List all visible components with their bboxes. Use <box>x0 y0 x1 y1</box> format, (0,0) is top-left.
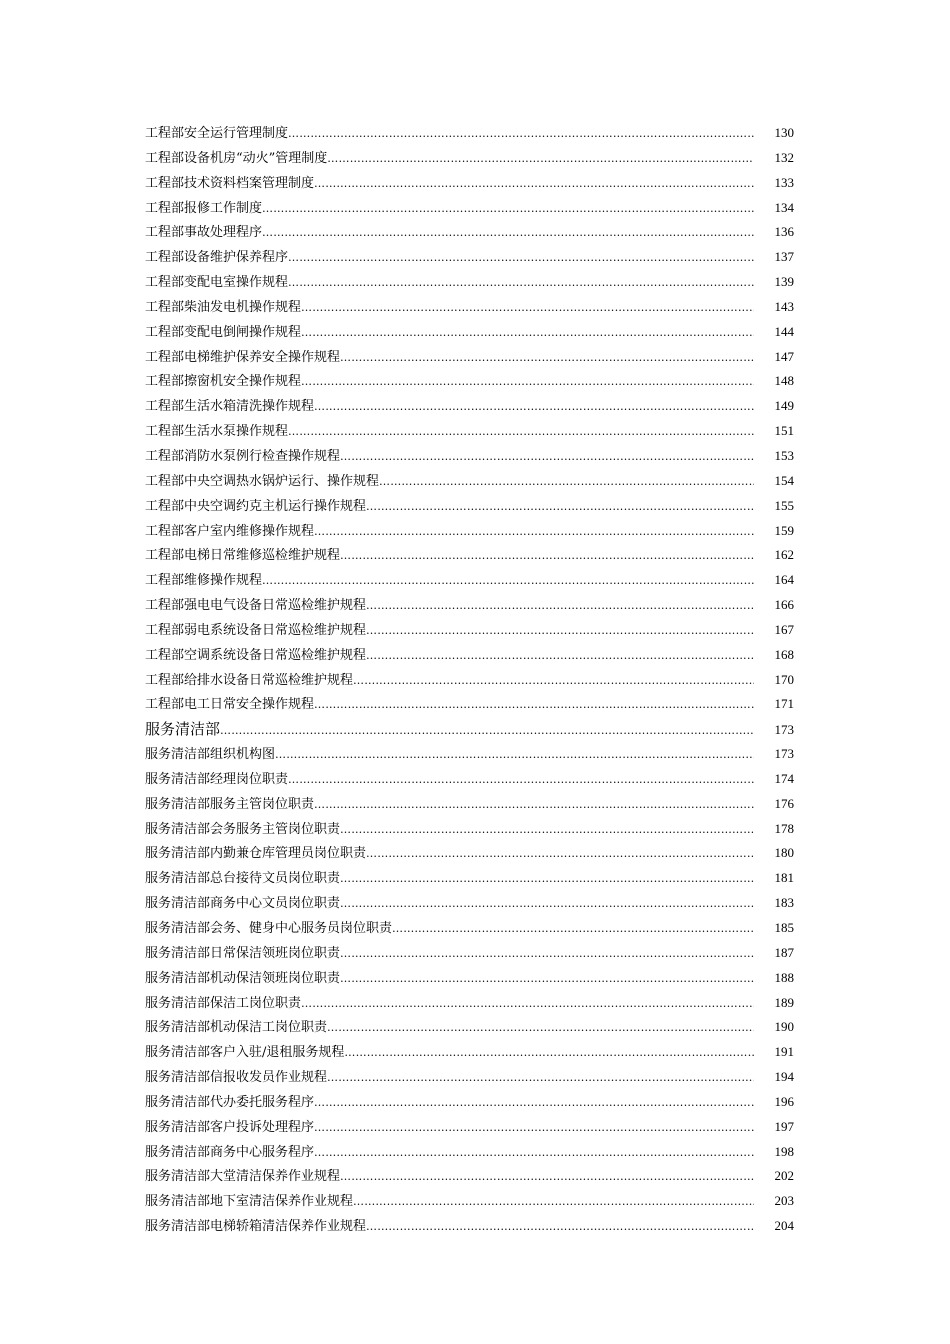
toc-entry[interactable] <box>145 692 800 717</box>
toc-entry-title: 服务清洁部服务主管岗位职责 <box>145 796 315 812</box>
toc-dot-leader <box>314 793 754 818</box>
toc-entry[interactable] <box>145 742 800 767</box>
toc-entry-title: 工程部维修操作规程 <box>145 573 263 589</box>
toc-page-number: 132 <box>774 149 794 165</box>
toc-entry-title: 服务清洁部日常保洁领班岗位职责 <box>145 945 341 961</box>
toc-dot-leader <box>340 445 754 470</box>
toc-dot-leader <box>301 296 754 321</box>
toc-entry-title: 工程部消防水泵例行检查操作规程 <box>145 448 341 464</box>
toc-page-number: 203 <box>774 1193 794 1209</box>
toc-page-number: 137 <box>774 249 794 265</box>
toc-dot-leader <box>301 992 754 1017</box>
toc-entry[interactable] <box>145 295 800 320</box>
toc-entry[interactable] <box>145 171 800 196</box>
toc-dot-leader <box>366 644 754 669</box>
toc-entry[interactable] <box>145 220 800 245</box>
toc-page-number: 133 <box>774 174 794 190</box>
toc-entry-title: 工程部电梯维护保养安全操作规程 <box>145 349 341 365</box>
toc-page-number: 147 <box>774 348 794 364</box>
toc-dot-leader <box>366 619 754 644</box>
toc-entry-title: 服务清洁部经理岗位职责 <box>145 771 289 787</box>
toc-entry-title: 工程部生活水泵操作规程 <box>145 424 289 440</box>
toc-page-number: 173 <box>774 746 794 762</box>
toc-entry[interactable] <box>145 469 800 494</box>
toc-dot-leader <box>314 693 754 718</box>
toc-page-number: 174 <box>774 770 794 786</box>
toc-page-number: 183 <box>774 895 794 911</box>
toc-entry[interactable] <box>145 196 800 221</box>
toc-entry[interactable] <box>145 345 800 370</box>
toc-dot-leader <box>314 395 754 420</box>
toc-entry-title: 工程部柴油发电机操作规程 <box>145 299 302 315</box>
toc-dot-leader <box>288 768 754 793</box>
toc-entry[interactable] <box>145 891 800 916</box>
toc-dot-leader <box>301 370 754 395</box>
toc-page-number: 196 <box>774 1093 794 1109</box>
toc-entry-title: 工程部变配电倒闸操作规程 <box>145 324 302 340</box>
toc-entry-title: 服务清洁部会务服务主管岗位职责 <box>145 821 341 837</box>
toc-page-number: 148 <box>774 373 794 389</box>
toc-page-number: 181 <box>774 870 794 886</box>
toc-entry-title: 工程部弱电系统设备日常巡检维护规程 <box>145 622 367 638</box>
toc-entry[interactable] <box>145 593 800 618</box>
toc-dot-leader <box>366 594 754 619</box>
toc-entry-title: 服务清洁部电梯轿箱清洁保养作业规程 <box>145 1219 367 1235</box>
toc-page-number: 171 <box>774 696 794 712</box>
toc-dot-leader <box>340 892 754 917</box>
toc-entry-title: 服务清洁部客户投诉处理程序 <box>145 1119 315 1135</box>
toc-entry-title: 工程部安全运行管理制度 <box>145 126 289 141</box>
toc-entry[interactable] <box>145 245 800 270</box>
toc-dot-leader <box>288 420 754 445</box>
toc-page-number: 178 <box>774 820 794 836</box>
toc-entry[interactable] <box>145 543 800 568</box>
toc-page-number: 189 <box>774 994 794 1010</box>
toc-page-number: 164 <box>774 572 794 588</box>
toc-page-number: 168 <box>774 646 794 662</box>
toc-page-number: 136 <box>774 224 794 240</box>
toc-entry-title: 工程部擦窗机安全操作规程 <box>145 374 302 390</box>
toc-page-number: 144 <box>774 323 794 339</box>
toc-entry-title: 服务清洁部客户入驻/退租服务规程 <box>145 1045 345 1061</box>
toc-entry[interactable] <box>145 1090 800 1115</box>
toc-page-number: 190 <box>774 1019 794 1035</box>
toc-entry-title: 服务清洁部总台接待文员岗位职责 <box>145 871 341 887</box>
toc-entry-title: 工程部设备机房“动火”管理制度 <box>145 150 328 166</box>
toc-entry[interactable] <box>145 1214 800 1239</box>
toc-dot-leader <box>353 1190 754 1215</box>
toc-entry[interactable] <box>145 568 800 593</box>
toc-dot-leader <box>340 818 754 843</box>
toc-dot-leader <box>314 1116 754 1141</box>
toc-page-number: 188 <box>774 969 794 985</box>
toc-entry-title: 工程部电梯日常维修巡检维护规程 <box>145 548 341 564</box>
toc-entry[interactable] <box>145 369 800 394</box>
toc-entry[interactable] <box>145 394 800 419</box>
toc-entry[interactable] <box>145 618 800 643</box>
toc-dot-leader <box>392 917 754 942</box>
toc-dot-leader <box>220 719 754 744</box>
toc-page-number: 130 <box>774 125 794 140</box>
toc-dot-leader <box>340 967 754 992</box>
toc-entry[interactable] <box>145 270 800 295</box>
toc-entry-title: 工程部空调系统设备日常巡检维护规程 <box>145 647 367 663</box>
toc-page-number: 194 <box>774 1069 794 1085</box>
toc-page-number: 170 <box>774 671 794 687</box>
toc-entry[interactable] <box>145 1164 800 1189</box>
toc-entry[interactable] <box>145 1040 800 1065</box>
toc-entry-title: 服务清洁部会务、健身中心服务员岗位职责 <box>145 921 393 936</box>
toc-entry-title: 工程部生活水箱清洗操作规程 <box>145 399 315 415</box>
toc-entry[interactable] <box>145 146 800 171</box>
toc-entry[interactable] <box>145 916 800 941</box>
toc-page-number: 159 <box>774 522 794 538</box>
toc-entry[interactable] <box>145 1140 800 1165</box>
toc-dot-leader <box>366 495 754 520</box>
toc-dot-leader <box>340 346 754 371</box>
toc-dot-leader <box>288 122 754 147</box>
toc-page-number: 155 <box>774 497 794 513</box>
toc-dot-leader <box>262 197 754 222</box>
toc-entry[interactable] <box>145 121 800 146</box>
toc-dot-leader <box>340 544 754 569</box>
toc-entry-title: 服务清洁部地下室清洁保养作业规程 <box>145 1194 354 1210</box>
toc-dot-leader <box>379 470 754 495</box>
toc-dot-leader <box>366 1215 754 1240</box>
toc-entry-title: 工程部技术资料档案管理制度 <box>145 175 315 191</box>
toc-entry[interactable] <box>145 643 800 668</box>
toc-page-number: 197 <box>774 1118 794 1134</box>
toc-dot-leader <box>366 842 754 867</box>
toc-entry-title: 服务清洁部机动保洁领班岗位职责 <box>145 970 341 986</box>
toc-dot-leader <box>314 1091 754 1116</box>
toc-dot-leader <box>353 669 754 694</box>
toc-dot-leader <box>314 172 754 197</box>
toc-entry-title: 服务清洁部商务中心文员岗位职责 <box>145 896 341 912</box>
toc-entry-title: 工程部给排水设备日常巡检维护规程 <box>145 672 354 688</box>
toc-entry-title: 服务清洁部信报收发员作业规程 <box>145 1070 328 1086</box>
toc-page-number: 153 <box>774 447 794 463</box>
toc-page-number: 187 <box>774 944 794 960</box>
toc-entry-title: 服务清洁部代办委托服务程序 <box>145 1094 315 1110</box>
toc-page-number: 139 <box>774 274 794 290</box>
toc-dot-leader <box>314 520 754 545</box>
toc-page-number: 166 <box>774 597 794 613</box>
toc-entry-title: 工程部变配电室操作规程 <box>145 275 289 291</box>
toc-entry-title: 工程部电工日常安全操作规程 <box>145 697 315 713</box>
toc-page-number: 149 <box>774 398 794 414</box>
toc-entry-title: 工程部强电电气设备日常巡检维护规程 <box>145 598 367 614</box>
toc-dot-leader <box>327 1016 754 1041</box>
toc-dot-leader <box>288 246 754 271</box>
toc-page-number: 180 <box>774 845 794 861</box>
toc-entry[interactable] <box>145 817 800 842</box>
toc-entry-title: 服务清洁部机动保洁工岗位职责 <box>145 1020 328 1036</box>
toc-entry[interactable] <box>145 866 800 891</box>
toc-page-number: 167 <box>774 621 794 637</box>
toc-entry[interactable] <box>145 767 800 792</box>
toc-page-number: 191 <box>774 1044 794 1060</box>
toc-page-number: 162 <box>774 547 794 563</box>
toc-page-number: 173 <box>774 722 794 738</box>
toc-entry-title: 服务清洁部保洁工岗位职责 <box>145 995 302 1011</box>
toc-page-number: 185 <box>774 920 794 935</box>
toc-entry-title: 工程部中央空调约克主机运行操作规程 <box>145 498 367 514</box>
toc-entry-title: 工程部设备维护保养程序 <box>145 250 289 266</box>
toc-entry[interactable] <box>145 841 800 866</box>
toc-dot-leader <box>340 1165 754 1190</box>
toc-dot-leader <box>327 147 754 172</box>
toc-dot-leader <box>340 942 754 967</box>
toc-entry-title: 服务清洁部商务中心服务程序 <box>145 1144 315 1160</box>
toc-dot-leader <box>262 221 754 246</box>
toc-page-number: 154 <box>774 472 794 488</box>
toc-entry-title: 工程部报修工作制度 <box>145 200 263 216</box>
toc-dot-leader <box>301 321 754 346</box>
toc-page-number: 176 <box>774 795 794 811</box>
toc-entry[interactable] <box>145 519 800 544</box>
toc-entry[interactable] <box>145 320 800 345</box>
toc-entry[interactable] <box>145 668 800 693</box>
toc-dot-leader <box>344 1041 754 1066</box>
toc-dot-leader <box>288 271 754 296</box>
toc-entry-title: 工程部事故处理程序 <box>145 225 263 241</box>
toc-dot-leader <box>262 569 754 594</box>
toc-entry[interactable] <box>145 444 800 469</box>
toc-entry[interactable] <box>145 1065 800 1090</box>
toc-entry-title: 服务清洁部组织机构图 <box>145 747 276 763</box>
toc-entry-title: 服务清洁部大堂清洁保养作业规程 <box>145 1169 341 1185</box>
toc-entry-title: 工程部客户室内维修操作规程 <box>145 523 315 539</box>
toc-entry[interactable] <box>145 991 800 1016</box>
toc-dot-leader <box>275 743 754 768</box>
toc-entry[interactable] <box>145 792 800 817</box>
toc-dot-leader <box>327 1066 754 1091</box>
toc-page-number: 134 <box>774 199 794 215</box>
toc-entry[interactable] <box>145 494 800 519</box>
toc-page-number: 198 <box>774 1143 794 1159</box>
toc-entry[interactable] <box>145 966 800 991</box>
table-of-contents <box>145 121 800 1239</box>
toc-entry[interactable] <box>145 419 800 444</box>
toc-entry[interactable] <box>145 1115 800 1140</box>
toc-entry-title: 服务清洁部内勤兼仓库管理员岗位职责 <box>145 846 367 862</box>
toc-entry-title: 服务清洁部 <box>145 720 221 739</box>
toc-entry[interactable] <box>145 941 800 966</box>
toc-page-number: 151 <box>774 423 794 439</box>
toc-entry[interactable] <box>145 1015 800 1040</box>
toc-entry-title: 工程部中央空调热水锅炉运行、操作规程 <box>145 473 380 489</box>
toc-entry[interactable] <box>145 1189 800 1214</box>
toc-page-number: 143 <box>774 298 794 314</box>
toc-page-number: 202 <box>774 1168 794 1184</box>
toc-section-heading[interactable] <box>145 717 800 742</box>
toc-dot-leader <box>340 867 754 892</box>
toc-page-number: 204 <box>774 1218 794 1234</box>
toc-dot-leader <box>314 1141 754 1166</box>
